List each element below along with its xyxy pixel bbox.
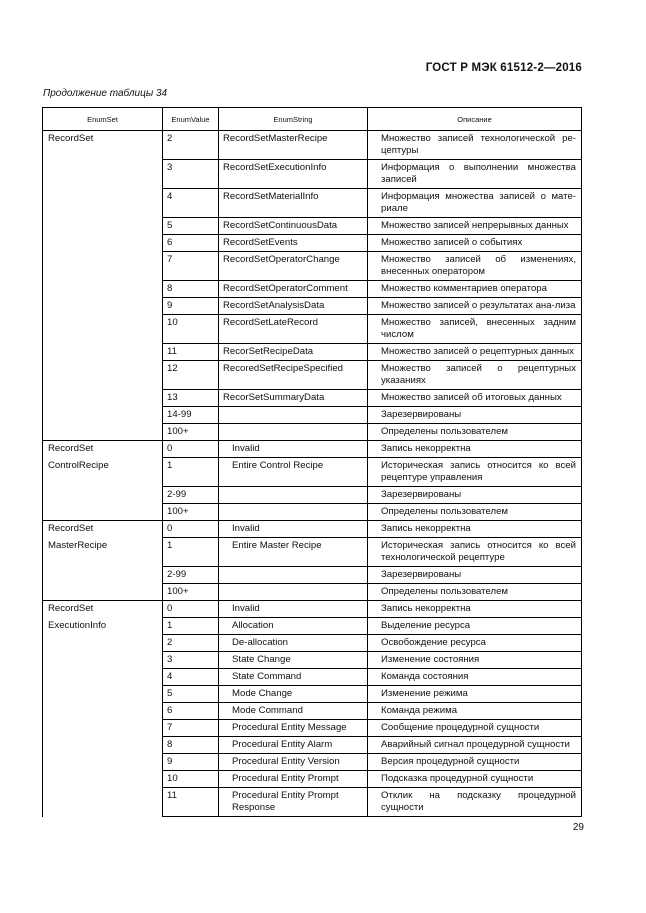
description-cell: Запись некорректна	[368, 521, 582, 538]
enumvalue-cell: 4	[163, 669, 219, 686]
enumstring-cell: Invalid	[219, 601, 368, 618]
enumstring-cell: Procedural Entity Message	[219, 720, 368, 737]
enumset-cell	[43, 584, 163, 601]
table-row	[43, 521, 582, 538]
enumset-cell	[43, 315, 163, 344]
enumstring-cell: RecordSetContinuousData	[219, 218, 368, 235]
col-header-enumset: EnumSet	[43, 108, 163, 131]
enumset-cell	[43, 754, 163, 771]
enumset-name-line2: MasterRecipe	[48, 539, 108, 551]
description-cell: Выделение ресурса	[368, 618, 582, 635]
table-row	[43, 390, 582, 407]
description-cell: Аварийный сигнал процедурной сущности	[368, 737, 582, 754]
description-cell: Множество комментариев оператора	[368, 281, 582, 298]
table-row	[43, 131, 582, 160]
table-row	[43, 315, 582, 344]
enumstring-cell: Entire Master Recipe	[219, 538, 368, 567]
enumvalue-cell: 3	[163, 652, 219, 669]
enumvalue-cell: 12	[163, 361, 219, 390]
description-cell: Множество записей о рецептурных данных	[368, 344, 582, 361]
enumset-cell	[43, 298, 163, 315]
page-number: 29	[572, 822, 584, 833]
description-cell: Сообщение процедурной сущности	[368, 720, 582, 737]
enumvalue-cell: 0	[163, 441, 219, 458]
description-cell: Команда состояния	[368, 669, 582, 686]
table-row	[43, 788, 582, 817]
table-body	[43, 131, 582, 817]
enumset-cell	[43, 361, 163, 390]
description-cell: Множество записей о событиях	[368, 235, 582, 252]
table-row	[43, 567, 582, 584]
enumvalue-cell: 100+	[163, 584, 219, 601]
enumset-cell	[43, 788, 163, 817]
description-cell: Определены пользователем	[368, 584, 582, 601]
enumstring-cell: RecordSetAnalysisData	[219, 298, 368, 315]
enumstring-cell: RecordSetOperatorChange	[219, 252, 368, 281]
enumset-cell	[43, 390, 163, 407]
table-row	[43, 771, 582, 788]
enumset-cell	[43, 669, 163, 686]
enumvalue-cell: 9	[163, 754, 219, 771]
col-header-enumstring: EnumString	[219, 108, 368, 131]
table-row	[43, 441, 582, 458]
table-row	[43, 584, 582, 601]
enumset-cell	[43, 458, 163, 487]
description-cell: Отклик на подсказку процедурной сущности	[368, 788, 582, 817]
enumvalue-cell: 4	[163, 189, 219, 218]
enumset-cell	[43, 686, 163, 703]
enumstring-cell: Procedural Entity Prompt	[219, 771, 368, 788]
enumstring-cell: Procedural Entity Version	[219, 754, 368, 771]
table-row	[43, 686, 582, 703]
table-row	[43, 754, 582, 771]
description-cell: Историческая запись относится ко всей технологической рецептуре	[368, 538, 582, 567]
enumstring-cell	[219, 567, 368, 584]
enumvalue-cell: 100+	[163, 504, 219, 521]
enumset-name-line1: RecordSet	[48, 603, 94, 614]
description-cell: Зарезервированы	[368, 567, 582, 584]
col-header-description: Описание	[368, 108, 582, 131]
table-caption: Продолжение таблицы 34	[43, 88, 168, 99]
enumstring-cell: RecordSetMaterialInfo	[219, 189, 368, 218]
enumstring-cell	[219, 407, 368, 424]
enumset-cell	[43, 487, 163, 504]
description-cell: Множество записей, внесенных задним числом	[368, 315, 582, 344]
description-cell: Историческая запись относится ко всей рецептуре управления	[368, 458, 582, 487]
enumvalue-cell: 2	[163, 131, 219, 160]
table-row	[43, 635, 582, 652]
enumstring-cell: RecordSetExecutionInfo	[219, 160, 368, 189]
enumvalue-cell: 11	[163, 788, 219, 817]
description-cell: Множество записей непрерывных данных	[368, 218, 582, 235]
enumvalue-cell: 5	[163, 686, 219, 703]
enumset-cell	[43, 703, 163, 720]
table-row	[43, 298, 582, 315]
enumvalue-cell: 1	[163, 458, 219, 487]
enumvalue-cell: 0	[163, 601, 219, 618]
enumstring-cell	[219, 584, 368, 601]
enumvalue-cell: 11	[163, 344, 219, 361]
table-row	[43, 281, 582, 298]
enumvalue-cell: 6	[163, 703, 219, 720]
description-cell: Подсказка процедурной сущности	[368, 771, 582, 788]
enumset-cell	[43, 771, 163, 788]
enumset-cell	[43, 160, 163, 189]
description-cell: Зарезервированы	[368, 407, 582, 424]
table-row	[43, 252, 582, 281]
description-cell: Информация множества записей о мате-риале	[368, 189, 582, 218]
table-row	[43, 235, 582, 252]
table-row	[43, 487, 582, 504]
table-row	[43, 601, 582, 618]
enumstring-cell	[219, 424, 368, 441]
enumset-cell	[43, 252, 163, 281]
enumset-cell	[43, 618, 163, 635]
enumvalue-cell: 5	[163, 218, 219, 235]
enumvalue-cell: 2	[163, 635, 219, 652]
table-row	[43, 703, 582, 720]
enumstring-cell: Mode Command	[219, 703, 368, 720]
enumset-cell	[43, 218, 163, 235]
table-row	[43, 618, 582, 635]
enumvalue-cell: 14-99	[163, 407, 219, 424]
enumvalue-cell: 9	[163, 298, 219, 315]
description-cell: Освобождение ресурса	[368, 635, 582, 652]
enumset-name-line2: ControlRecipe	[48, 459, 109, 471]
enumset-cell	[43, 635, 163, 652]
description-cell: Определены пользователем	[368, 504, 582, 521]
enumvalue-cell: 1	[163, 538, 219, 567]
enumstring-cell	[219, 487, 368, 504]
description-cell: Множество записей о рецептурных указаниях	[368, 361, 582, 390]
enumvalue-cell: 0	[163, 521, 219, 538]
description-cell: Запись некорректна	[368, 601, 582, 618]
table-row	[43, 361, 582, 390]
table-row	[43, 189, 582, 218]
enumstring-cell: RecoredSetRecipeSpecified	[219, 361, 368, 390]
enumstring-cell: RecorSetRecipeData	[219, 344, 368, 361]
enumstring-cell: RecordSetMasterRecipe	[219, 131, 368, 160]
table-row	[43, 458, 582, 487]
enumset-name-line1: RecordSet	[48, 523, 94, 534]
enumset-cell	[43, 521, 163, 538]
enumvalue-cell: 1	[163, 618, 219, 635]
table-row	[43, 344, 582, 361]
enumset-name-line1: RecordSet	[48, 133, 94, 144]
enumset-cell	[43, 601, 163, 618]
table-header-row	[43, 108, 582, 131]
enumstring-cell: Mode Change	[219, 686, 368, 703]
enumset-cell	[43, 504, 163, 521]
description-cell: Определены пользователем	[368, 424, 582, 441]
table-row	[43, 737, 582, 754]
enumset-cell	[43, 737, 163, 754]
enumstring-cell: RecorSetSummaryData	[219, 390, 368, 407]
enumset-cell	[43, 131, 163, 160]
enumvalue-cell: 3	[163, 160, 219, 189]
enumstring-cell: De-allocation	[219, 635, 368, 652]
enumset-cell	[43, 538, 163, 567]
enumvalue-cell: 7	[163, 252, 219, 281]
enumset-cell	[43, 235, 163, 252]
enumstring-cell: Invalid	[219, 521, 368, 538]
enumvalue-cell: 7	[163, 720, 219, 737]
enumset-cell	[43, 281, 163, 298]
table-row	[43, 424, 582, 441]
enumset-cell	[43, 441, 163, 458]
enumstring-cell: Procedural Entity Prompt Response	[219, 788, 368, 817]
enumset-cell	[43, 652, 163, 669]
enumvalue-cell: 2-99	[163, 487, 219, 504]
table-row	[43, 407, 582, 424]
description-cell: Множество записей о результатах ана-лиза	[368, 298, 582, 315]
description-cell: Запись некорректна	[368, 441, 582, 458]
enumvalue-cell: 6	[163, 235, 219, 252]
description-cell: Изменение режима	[368, 686, 582, 703]
standard-designation: ГОСТ Р МЭК 61512-2—2016	[425, 62, 582, 74]
enumvalue-cell: 2-99	[163, 567, 219, 584]
enumstring-cell: Allocation	[219, 618, 368, 635]
enumstring-cell: RecordSetOperatorComment	[219, 281, 368, 298]
table-row	[43, 218, 582, 235]
table-row	[43, 652, 582, 669]
description-cell: Множество записей об итоговых данных	[368, 390, 582, 407]
table-row	[43, 669, 582, 686]
description-cell: Зарезервированы	[368, 487, 582, 504]
enumset-cell	[43, 189, 163, 218]
enumstring-cell: Invalid	[219, 441, 368, 458]
description-cell: Множество записей технологической ре-цептуры	[368, 131, 582, 160]
enumset-name-line2: ExecutionInfo	[48, 619, 107, 631]
enumstring-cell: State Command	[219, 669, 368, 686]
table-row	[43, 504, 582, 521]
enumset-cell	[43, 567, 163, 584]
enumstring-cell	[219, 504, 368, 521]
enumvalue-cell: 8	[163, 737, 219, 754]
enumset-cell	[43, 720, 163, 737]
enumstring-cell: Entire Control Recipe	[219, 458, 368, 487]
description-cell: Информация о выполнении множества записей	[368, 160, 582, 189]
description-cell: Изменение состояния	[368, 652, 582, 669]
enumvalue-cell: 13	[163, 390, 219, 407]
enumset-cell	[43, 407, 163, 424]
enumvalue-cell: 10	[163, 315, 219, 344]
enumstring-cell: RecordSetEvents	[219, 235, 368, 252]
enumvalue-cell: 10	[163, 771, 219, 788]
enumset-cell	[43, 424, 163, 441]
description-cell: Множество записей об изменениях, внесенных оператором	[368, 252, 582, 281]
enumset-cell	[43, 344, 163, 361]
enumset-name-line1: RecordSet	[48, 443, 94, 454]
col-header-enumvalue: EnumValue	[163, 108, 219, 131]
description-cell: Команда режима	[368, 703, 582, 720]
enumvalue-cell: 8	[163, 281, 219, 298]
enumvalue-cell: 100+	[163, 424, 219, 441]
description-cell: Версия процедурной сущности	[368, 754, 582, 771]
table-row	[43, 160, 582, 189]
enumstring-cell: RecordSetLateRecord	[219, 315, 368, 344]
table-row	[43, 538, 582, 567]
table-row	[43, 720, 582, 737]
enumstring-cell: State Change	[219, 652, 368, 669]
enumstring-cell: Procedural Entity Alarm	[219, 737, 368, 754]
enum-table	[42, 107, 582, 817]
